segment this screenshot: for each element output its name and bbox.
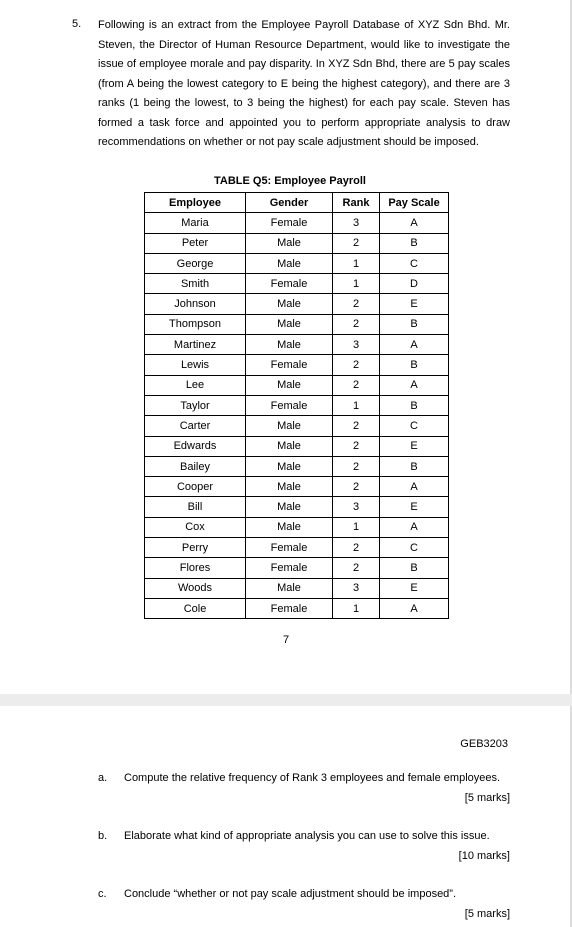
cell-rank: 2 <box>333 436 380 456</box>
cell-gender: Female <box>246 355 333 375</box>
cell-gender: Male <box>246 375 333 395</box>
cell-rank: 2 <box>333 416 380 436</box>
cell-rank: 1 <box>333 517 380 537</box>
cell-employee: Cole <box>145 598 246 618</box>
table-row <box>145 395 449 415</box>
cell-pay-scale: A <box>380 598 449 618</box>
cell-employee: Carter <box>145 416 246 436</box>
column-header-gender: Gender <box>246 193 333 213</box>
sub-question-label: b. <box>98 830 108 842</box>
table-row <box>145 335 449 355</box>
cell-pay-scale: B <box>380 558 449 578</box>
table-row <box>145 517 449 537</box>
cell-rank: 2 <box>333 314 380 334</box>
cell-gender: Male <box>246 497 333 517</box>
cell-rank: 2 <box>333 558 380 578</box>
sub-question-label: c. <box>98 888 107 900</box>
cell-rank: 1 <box>333 395 380 415</box>
cell-rank: 3 <box>333 578 380 598</box>
cell-gender: Male <box>246 477 333 497</box>
cell-pay-scale: D <box>380 274 449 294</box>
cell-gender: Male <box>246 335 333 355</box>
sub-question-text: Conclude “whether or not pay scale adjustment should be imposed”. <box>124 888 457 900</box>
table-row <box>145 294 449 314</box>
cell-gender: Male <box>246 416 333 436</box>
table-caption: TABLE Q5: Employee Payroll <box>213 175 366 187</box>
cell-rank: 3 <box>333 335 380 355</box>
cell-employee: Taylor <box>145 395 246 415</box>
marks-label: [5 marks] <box>464 908 510 920</box>
cell-pay-scale: A <box>380 477 449 497</box>
cell-employee: Cooper <box>145 477 246 497</box>
cell-gender: Male <box>246 314 333 334</box>
cell-rank: 2 <box>333 456 380 476</box>
cell-gender: Female <box>246 538 333 558</box>
sub-question-label: a. <box>98 772 108 784</box>
column-header-rank: Rank <box>333 193 380 213</box>
cell-pay-scale: A <box>380 517 449 537</box>
table-row <box>145 558 449 578</box>
cell-employee: Lee <box>145 375 246 395</box>
cell-employee: Woods <box>145 578 246 598</box>
table-row <box>145 375 449 395</box>
cell-pay-scale: B <box>380 314 449 334</box>
cell-employee: Thompson <box>145 314 246 334</box>
cell-employee: Flores <box>145 558 246 578</box>
table-row <box>145 314 449 334</box>
cell-gender: Male <box>246 578 333 598</box>
cell-gender: Female <box>246 274 333 294</box>
marks-label: [10 marks] <box>458 850 510 862</box>
cell-employee: Maria <box>145 213 246 233</box>
column-header-pay-scale: Pay Scale <box>380 193 449 213</box>
cell-rank: 1 <box>333 598 380 618</box>
cell-rank: 2 <box>333 294 380 314</box>
cell-gender: Male <box>246 517 333 537</box>
table-row <box>145 477 449 497</box>
cell-gender: Female <box>246 558 333 578</box>
question-number: 5. <box>72 18 82 30</box>
cell-employee: Peter <box>145 233 246 253</box>
table-row <box>145 253 449 273</box>
cell-gender: Female <box>246 598 333 618</box>
cell-pay-scale: B <box>380 395 449 415</box>
table-row <box>145 416 449 436</box>
cell-pay-scale: B <box>380 233 449 253</box>
cell-employee: Edwards <box>145 436 246 456</box>
cell-pay-scale: A <box>380 375 449 395</box>
table-row <box>145 274 449 294</box>
cell-pay-scale: B <box>380 355 449 375</box>
cell-gender: Male <box>246 456 333 476</box>
course-code: GEB3203 <box>460 738 508 750</box>
cell-rank: 1 <box>333 274 380 294</box>
cell-employee: Smith <box>145 274 246 294</box>
cell-employee: Perry <box>145 538 246 558</box>
cell-pay-scale: C <box>380 416 449 436</box>
table-row <box>145 355 449 375</box>
cell-gender: Male <box>246 294 333 314</box>
page-number: 7 <box>282 634 290 646</box>
cell-gender: Male <box>246 253 333 273</box>
cell-rank: 3 <box>333 213 380 233</box>
table-row <box>145 538 449 558</box>
question-text: Following is an extract from the Employee Payroll Database of XYZ Sdn Bhd. Mr. Steven, the Director of Human Resource Department, would like to investigate the issue of employee morale and pay disparity. In XYZ Sdn Bhd, there are 5 pay scales (from A being the lowest category to E being the highest category), and there are 3 ranks (1 being the lowest, to 3 being the highest) for each pay scale. Steven has formed a task force and appointed you to perform appropriate analysis to draw recommendations on whether or not pay scale adjustment should be imposed. <box>98 19 510 148</box>
payroll-table <box>144 192 449 619</box>
sub-question-text: Elaborate what kind of appropriate analysis you can use to solve this issue. <box>124 830 490 842</box>
cell-employee: Bailey <box>145 456 246 476</box>
table-row <box>145 233 449 253</box>
cell-pay-scale: C <box>380 253 449 273</box>
table-row <box>145 456 449 476</box>
table-row <box>145 578 449 598</box>
cell-rank: 2 <box>333 375 380 395</box>
cell-gender: Male <box>246 233 333 253</box>
cell-employee: Lewis <box>145 355 246 375</box>
cell-gender: Female <box>246 213 333 233</box>
cell-employee: Martinez <box>145 335 246 355</box>
cell-pay-scale: E <box>380 578 449 598</box>
sub-question-text: Compute the relative frequency of Rank 3 employees and female employees. <box>124 772 501 784</box>
table-row <box>145 436 449 456</box>
marks-label: [5 marks] <box>464 792 510 804</box>
table-row <box>145 497 449 517</box>
cell-pay-scale: A <box>380 335 449 355</box>
cell-gender: Male <box>246 436 333 456</box>
cell-pay-scale: E <box>380 294 449 314</box>
table-row <box>145 213 449 233</box>
cell-pay-scale: A <box>380 213 449 233</box>
column-header-employee: Employee <box>145 193 246 213</box>
cell-employee: Johnson <box>145 294 246 314</box>
cell-pay-scale: E <box>380 497 449 517</box>
cell-pay-scale: C <box>380 538 449 558</box>
cell-pay-scale: B <box>380 456 449 476</box>
cell-rank: 2 <box>333 355 380 375</box>
cell-employee: George <box>145 253 246 273</box>
document-page-2 <box>0 706 572 927</box>
cell-rank: 2 <box>333 477 380 497</box>
table-header-row <box>145 193 449 213</box>
cell-employee: Cox <box>145 517 246 537</box>
cell-rank: 1 <box>333 253 380 273</box>
cell-rank: 2 <box>333 538 380 558</box>
cell-gender: Female <box>246 395 333 415</box>
cell-employee: Bill <box>145 497 246 517</box>
table-row <box>145 598 449 618</box>
table-body <box>145 213 449 619</box>
cell-pay-scale: E <box>380 436 449 456</box>
cell-rank: 3 <box>333 497 380 517</box>
cell-rank: 2 <box>333 233 380 253</box>
